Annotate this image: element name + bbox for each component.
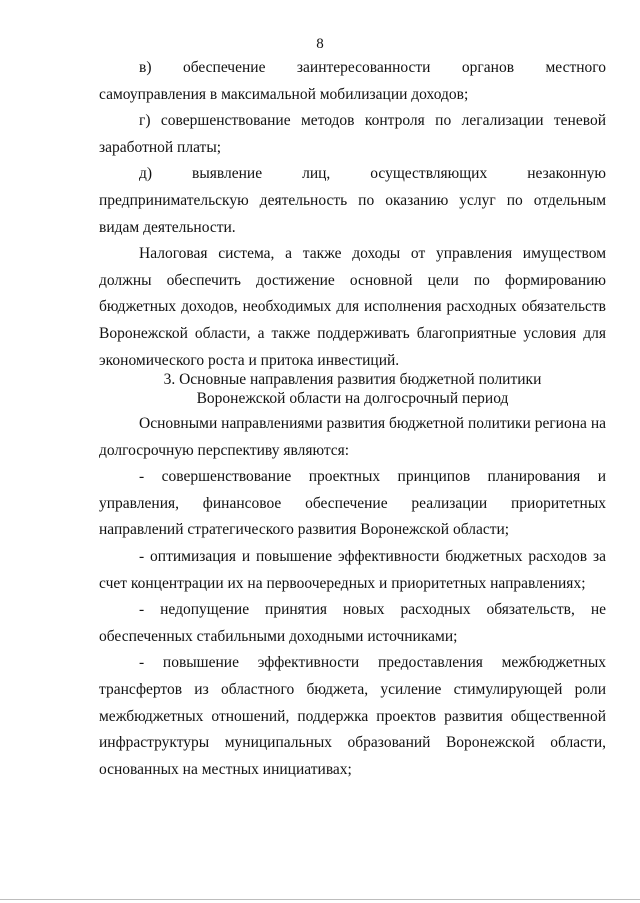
body-text-top	[99, 55, 606, 374]
paragraph-intro: Основными направлениями развития бюджетной политики региона на долгосрочную перспективу являются:	[99, 415, 606, 459]
paragraph-item-g: г) совершенствование методов контроля по легализации теневой заработной платы;	[99, 112, 606, 156]
section-heading	[99, 370, 606, 408]
page-number: 8	[316, 36, 324, 52]
list-item-project-principles: - совершенствование проектных принципов планирования и управления, финансовое обеспечение реализации приоритетных направлений стратегического развития Воронежской области;	[99, 468, 606, 539]
body-text-bottom	[99, 411, 606, 783]
section-heading-line2: Воронежской области на долгосрочный период	[196, 390, 509, 407]
section-heading-line1: 3. Основные направления развития бюджетной политики	[163, 371, 542, 388]
paragraph-item-d: д) выявление лиц, осуществляющих незаконную предпринимательскую деятельность по оказанию услуг по отдельным видам деятельности.	[99, 165, 606, 236]
list-item-no-new-obligations: - недопущение принятия новых расходных обязательств, не обеспеченных стабильными доходными источниками;	[99, 601, 606, 645]
list-item-transfers: - повышение эффективности предоставления межбюджетных трансфертов из областного бюджета, усиление стимулирующей роли межбюджетных отношений, поддержка проектов развития общественной инфраструктуры муниципальных образований Воронежской области, основанных на местных инициативах;	[99, 654, 606, 778]
paragraph-item-v: в) обеспечение заинтересованности органов местного самоуправления в максимальной мобилизации доходов;	[99, 59, 606, 103]
list-item-optimization: - оптимизация и повышение эффективности бюджетных расходов за счет концентрации их на первоочередных и приоритетных направлениях;	[99, 547, 606, 592]
bottom-scan-edge	[0, 899, 640, 900]
paragraph-tax-system: Налоговая система, а также доходы от управления имуществом должны обеспечить достижение основной цели по формированию бюджетных доходов, необходимых для исполнения расходных обязательств Воронежской области, а также поддерживать благоприятные условия для экономического роста и притока инвестиций.	[99, 245, 606, 369]
